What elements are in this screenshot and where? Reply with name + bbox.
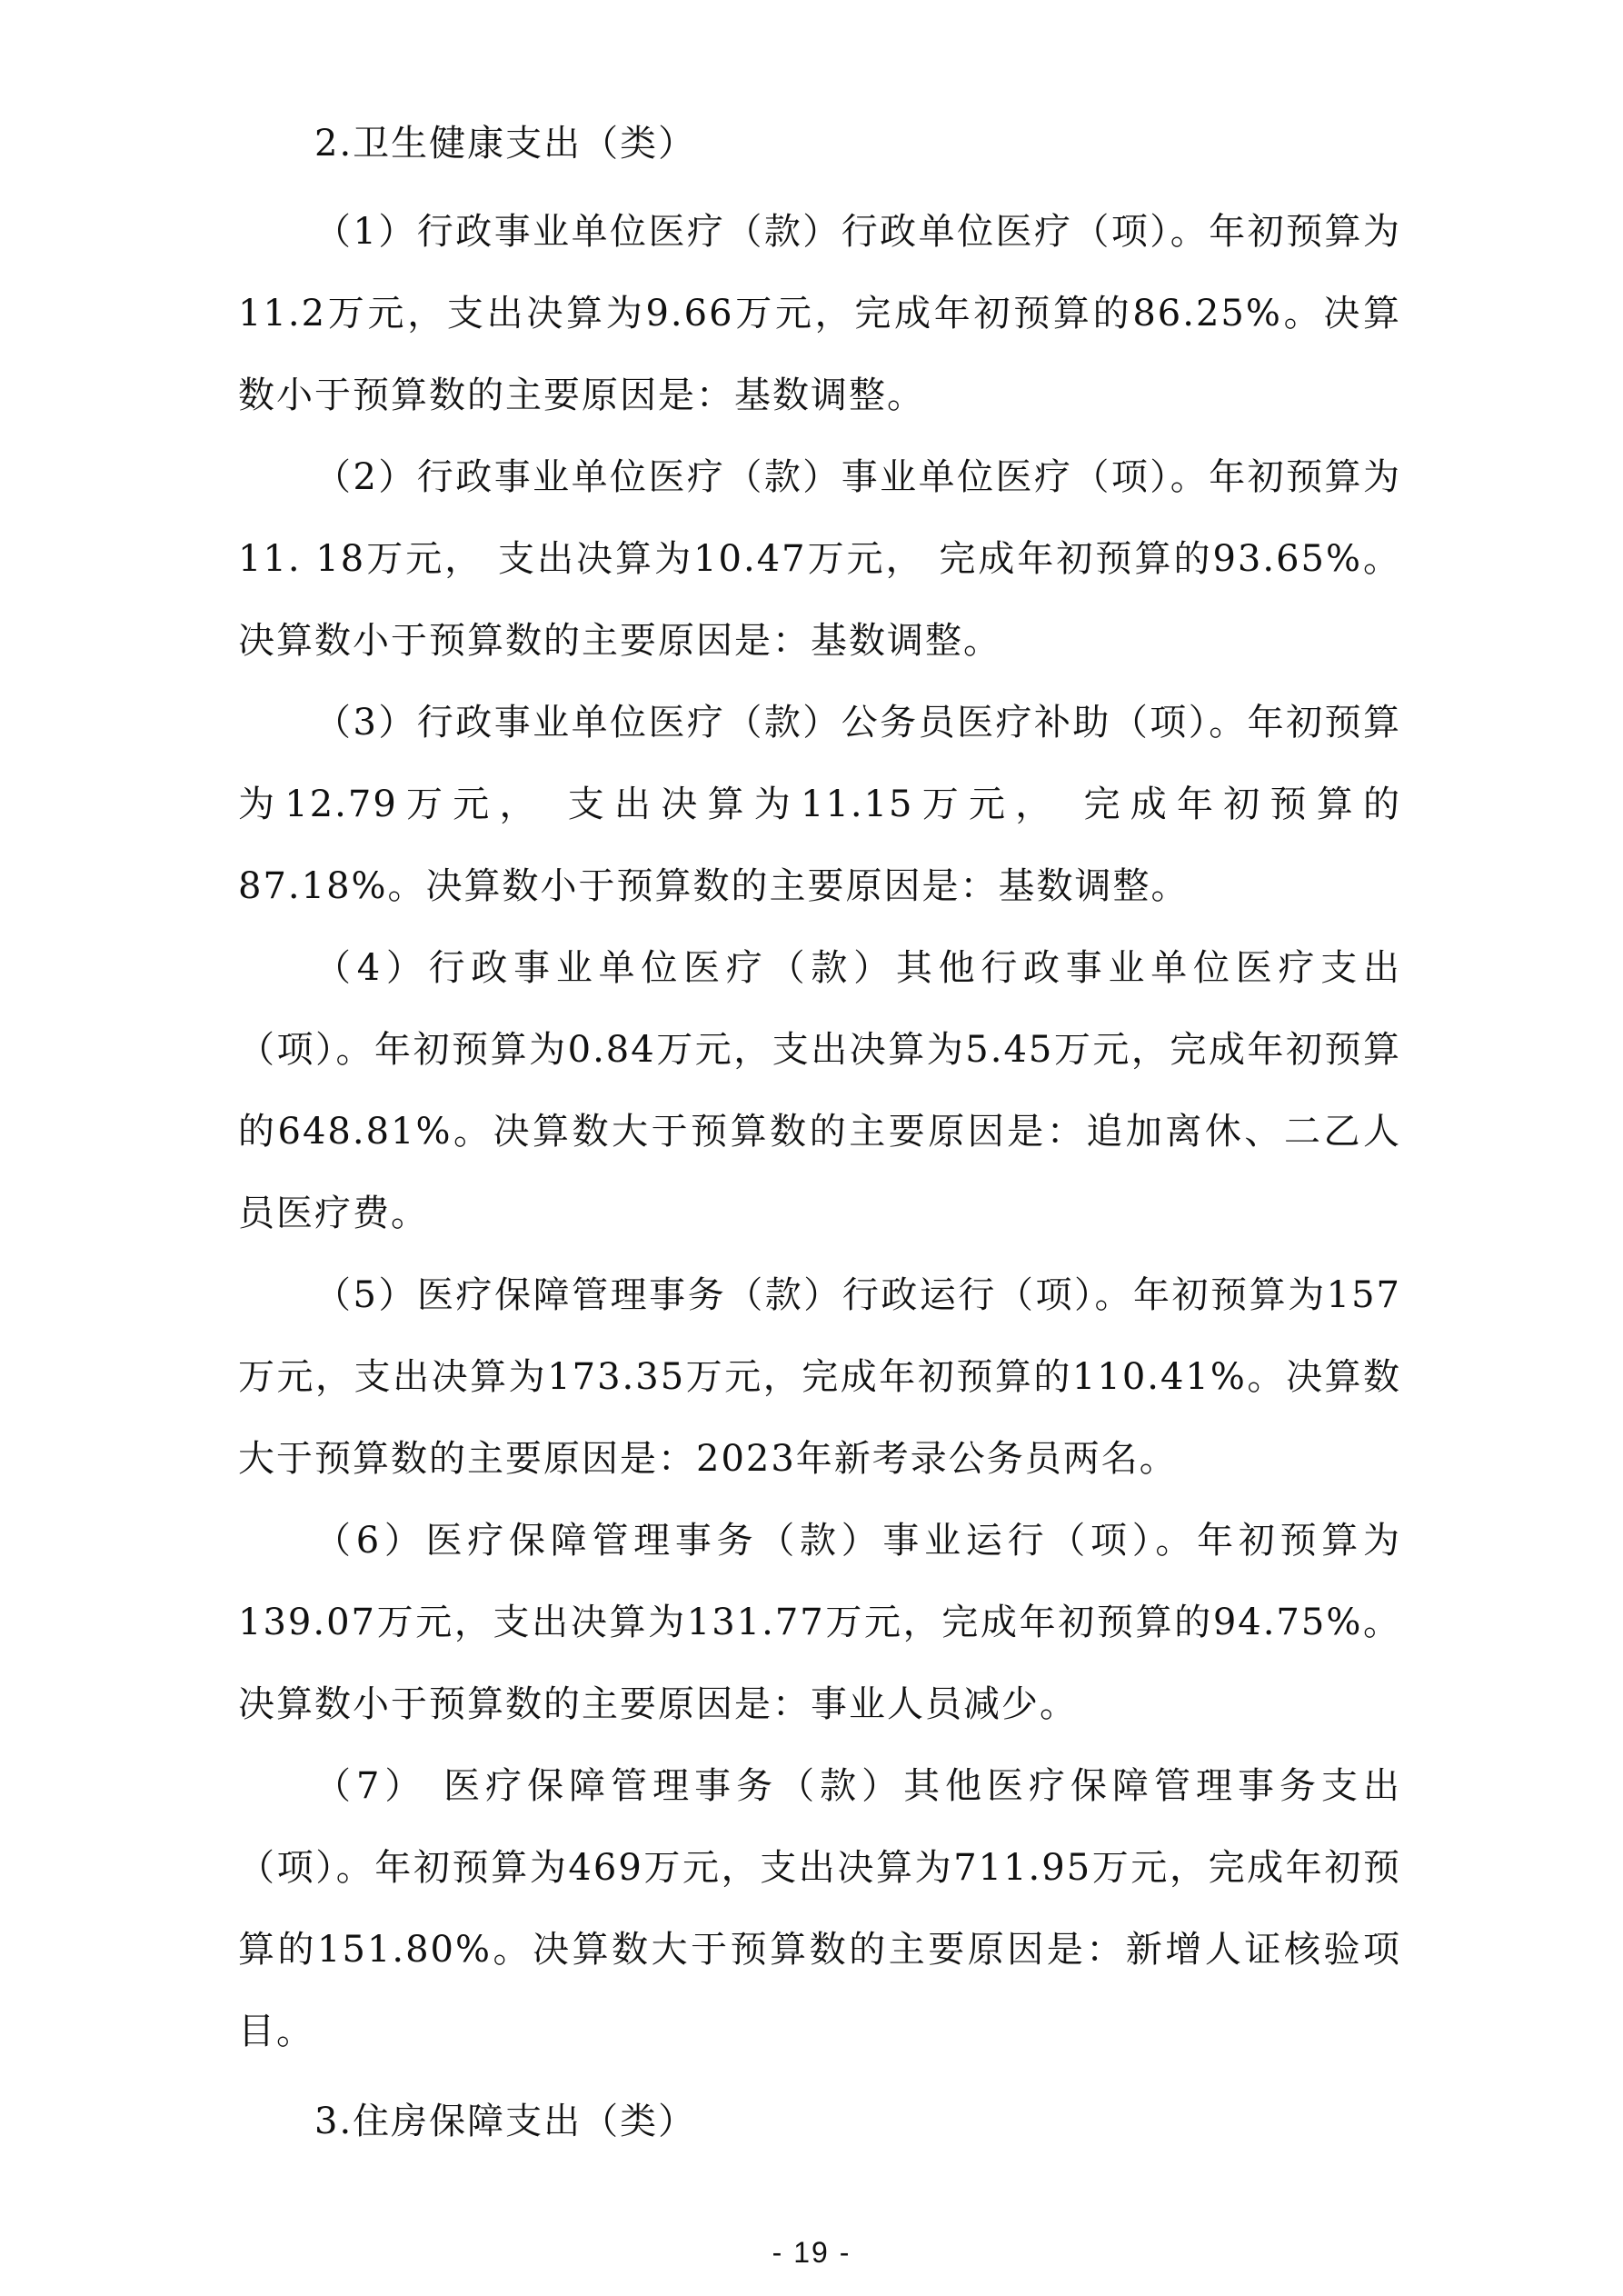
item-paragraph-5: （5）医疗保障管理事务（款）行政运行（项）。年初预算为157万元，支出决算为173.35万元，完成年初预算的110.41%。决算数大于预算数的主要原因是：2023年新考录公务员两名。 — [238, 1274, 1401, 1480]
item-paragraph-7: （7） 医疗保障管理事务（款）其他医疗保障管理事务支出（项）。年初预算为469万元，支出决算为711.95万元，完成年初预算的151.80%。决算数大于预算数的主要原因是：新增人证核验项目。 — [238, 1765, 1401, 2052]
section-heading-health: 2.卫生健康支出（类） — [314, 123, 697, 165]
section-heading-housing: 3.住房保障支出（类） — [314, 2101, 697, 2142]
item-paragraph-4: （4）行政事业单位医疗（款）其他行政事业单位医疗支出（项）。年初预算为0.84万元，支出决算为5.45万元，完成年初预算的648.81%。决算数大于预算数的主要原因是：追加离休、二乙人员医疗费。 — [238, 947, 1401, 1234]
item-paragraph-3: （3）行政事业单位医疗（款）公务员医疗补助（项）。年初预算为12.79万元， 支出决算为11.15万元， 完成年初预算的87.18%。决算数小于预算数的主要原因是：基数调整。 — [238, 702, 1401, 907]
page-number: - 19 - — [772, 2236, 851, 2269]
item-paragraph-1: （1）行政事业单位医疗（款）行政单位医疗（项）。年初预算为11.2万元，支出决算为9.66万元，完成年初预算的86.25%。决算数小于预算数的主要原因是：基数调整。 — [238, 211, 1401, 416]
item-paragraph-2: （2）行政事业单位医疗（款）事业单位医疗（项）。年初预算为11. 18万元， 支出决算为10.47万元， 完成年初预算的93.65%。决算数小于预算数的主要原因是：基数调整。 — [238, 456, 1401, 662]
item-paragraph-6: （6）医疗保障管理事务（款）事业运行（项）。年初预算为139.07万元，支出决算为131.77万元，完成年初预算的94.75%。决算数小于预算数的主要原因是：事业人员减少。 — [238, 1520, 1401, 1725]
document-body — [238, 107, 1401, 2158]
